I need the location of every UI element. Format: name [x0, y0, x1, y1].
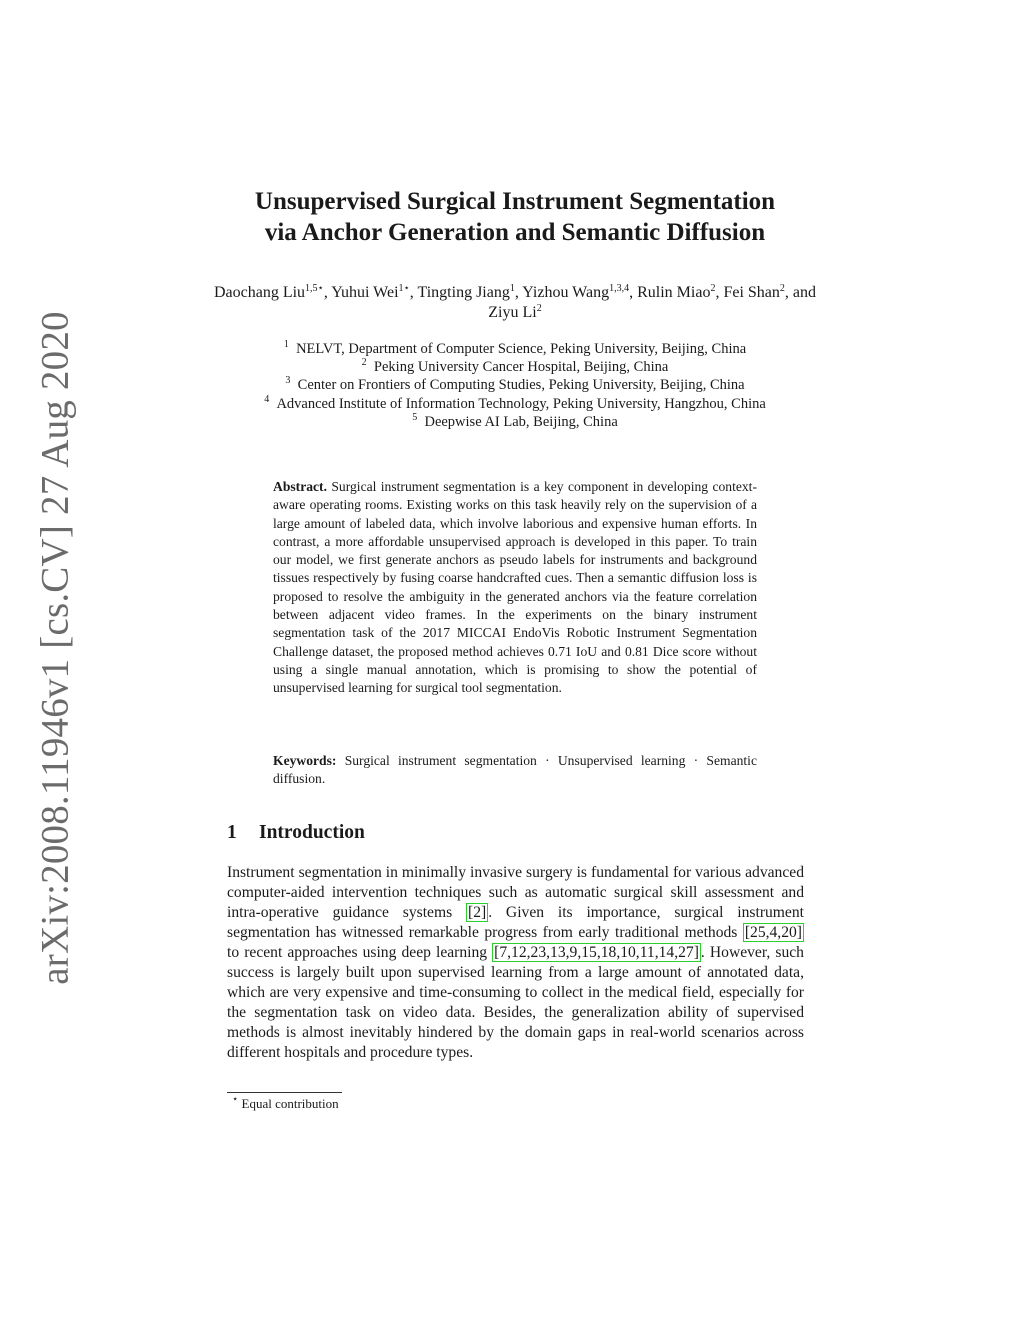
- author-sep: ,: [323, 284, 332, 301]
- intro-text: . Given its importance, surgical instrument segmentation has witnessed remarkable progress from early traditional methods: [227, 904, 804, 941]
- affiliation-list: [200, 340, 830, 431]
- author-affil-mark: 2: [779, 283, 785, 294]
- affiliation: [200, 413, 830, 431]
- author-affil-mark: 1,3,4: [609, 283, 630, 294]
- author: [522, 284, 637, 301]
- title-line-2: via Anchor Generation and Semantic Diffusion: [264, 219, 766, 246]
- title-line-1: Unsupervised Surgical Instrument Segmentation: [254, 188, 776, 215]
- affiliation-text: Center on Frontiers of Computing Studies, Peking University, Beijing, China: [297, 377, 745, 394]
- abstract-text: Surgical instrument segmentation is a key component in developing context-aware operating rooms. Existing works on this task heavily rely on the supervision of a large amount of labeled data, which involve laborious and expensive human efforts. In contrast, a more affordable unsupervised approach is developed in this paper. To train our model, we first generate anchors as pseudo labels for instruments and background tissues respectively by fusing coarse handcrafted cues. Then a semantic diffusion loss is proposed to resolve the ambiguity in the generated anchors via the feature correlation between adjacent video frames. In the experiments on the binary instrument segmentation task of the 2017 MICCAI EndoVis Robotic Instrument Segmentation Challenge dataset, the proposed method achieves 0.71 IoU and 0.81 Dice score without using a single manual annotation, which is promising to show the potential of unsupervised learning for surgical tool segmentation.: [273, 479, 757, 696]
- affiliation: [200, 395, 830, 413]
- author-sep: ,: [514, 284, 523, 301]
- author-name: Yuhui Wei: [331, 284, 399, 301]
- arxiv-stamp: arXiv:2008.11946v1 [cs.CV] 27 Aug 2020: [33, 311, 77, 985]
- intro-paragraph: [227, 863, 804, 1063]
- affiliation: [200, 358, 830, 376]
- keywords-label: Keywords:: [273, 753, 337, 768]
- citation-link[interactable]: [7,12,23,13,9,15,18,10,11,14,27]: [494, 944, 699, 961]
- author-sep: ,: [409, 284, 418, 301]
- keywords-text: Surgical instrument segmentation · Unsupervised learning · Semantic diffusion.: [273, 753, 757, 787]
- affiliation: [200, 376, 830, 394]
- affiliation-number: 3: [285, 375, 291, 387]
- citation-link[interactable]: [25,4,20]: [744, 924, 802, 941]
- section-title: Introduction: [259, 822, 365, 843]
- author: [637, 284, 723, 301]
- author: [214, 284, 331, 301]
- author-sep: , and: [784, 284, 817, 301]
- author-name: Daochang Liu: [213, 284, 306, 301]
- author-affil-mark: 2: [536, 303, 542, 314]
- affiliation-text: Advanced Institute of Information Technology, Peking University, Hangzhou, China: [276, 395, 766, 412]
- author-name: Tingting Jiang: [417, 284, 510, 301]
- author-list: [200, 283, 830, 323]
- author-name: Fei Shan: [723, 284, 780, 301]
- affiliation-number: 5: [412, 411, 418, 423]
- citation-link[interactable]: [2]: [468, 904, 487, 921]
- affiliation-number: 4: [264, 393, 270, 405]
- author-sep: ,: [715, 284, 724, 301]
- author-sep: ,: [629, 284, 638, 301]
- affiliation: [200, 340, 830, 358]
- intro-text: to recent approaches using deep learning: [227, 944, 493, 961]
- affiliation-number: 2: [361, 357, 367, 369]
- paper-title: [180, 186, 850, 248]
- abstract-label: Abstract.: [273, 479, 327, 494]
- affiliation-text: Peking University Cancer Hospital, Beijing, China: [373, 359, 669, 376]
- author: [723, 284, 816, 301]
- affiliation-text: NELVT, Department of Computer Science, Peking University, Beijing, China: [296, 341, 747, 357]
- author-affil-mark: 1⋆: [398, 283, 410, 294]
- intro-text: . However, such success is largely built upon supervised learning from a large amount of annotated data, which are very expensive and time-consuming to collect in the medical field, especially for the segmentation task on video data. Besides, the generalization ability of supervised methods is almost inevitably hindered by the domain gaps in real-world scenarios across different hospitals and procedure types.: [227, 944, 804, 1061]
- footnote-rule: [227, 1092, 342, 1093]
- author: [418, 284, 523, 301]
- affiliation-number: 1: [283, 339, 289, 350]
- author: [331, 284, 417, 301]
- author-affil-mark: 2: [710, 283, 716, 294]
- author-name: Rulin Miao: [637, 284, 711, 301]
- footnote: [232, 1096, 339, 1112]
- section-number: 1: [227, 822, 237, 843]
- abstract: [273, 478, 757, 698]
- intro-text: Instrument segmentation in minimally invasive surgery is fundamental for various advanced computer-aided intervention techniques such as automatic surgical skill assessment and intra-operative guidance systems: [227, 864, 804, 921]
- author: [488, 304, 541, 321]
- author-name: Yizhou Wang: [522, 284, 610, 301]
- author-affil-mark: 1,5⋆: [305, 283, 324, 294]
- section-heading: [227, 822, 365, 844]
- author-affil-mark: 1: [509, 283, 515, 294]
- keywords: [273, 752, 757, 789]
- affiliation-text: Deepwise AI Lab, Beijing, China: [424, 413, 618, 430]
- author-name: Ziyu Li: [488, 304, 537, 321]
- footnote-text: Equal contribution: [241, 1096, 339, 1111]
- footnote-mark: ⋆: [232, 1094, 239, 1105]
